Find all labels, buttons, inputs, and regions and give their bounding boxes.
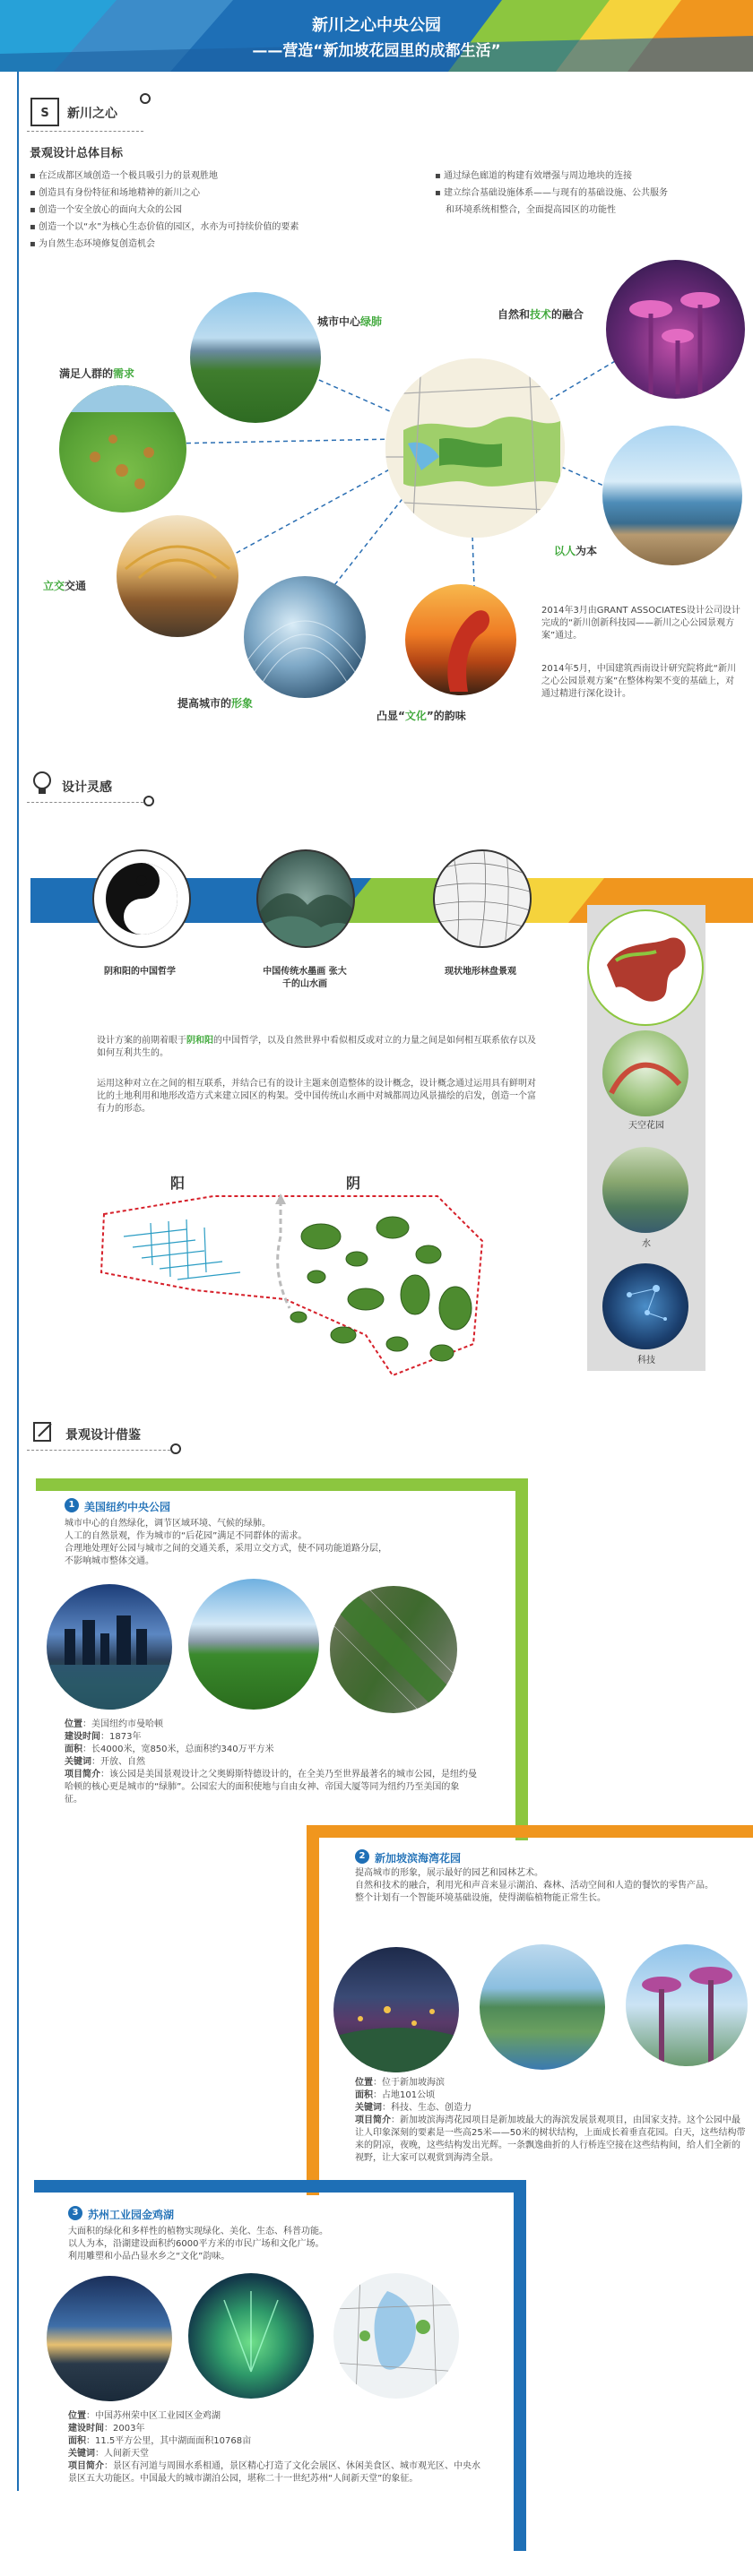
- goals-left: [30, 170, 388, 255]
- banner-stripes: [0, 0, 753, 72]
- case3-title: 苏州工业园金鸡湖: [88, 2209, 175, 2221]
- water-image: [602, 1147, 688, 1233]
- icon-label-yinyang: 阴和阳的中国哲学: [104, 967, 176, 977]
- note-2: 2014年5月，中国建筑西南设计研究院将此“新川之心公园景观方案”在整体构架不变的基础上，对通过精进行深化设计。: [541, 664, 736, 699]
- case2-desc: 提高城市的形象，展示最好的园艺和园林艺术。 自然和技术的融合，利用光和声音来显示湖泊、森林、活动空间和人造的餐饮的零售产品。 整个计划有一个智能环境基础设施，使得湖临植物能正常生长。: [355, 1868, 714, 1903]
- side-label-sky-garden: 天空花园: [628, 1121, 664, 1131]
- goal-item: ▪ 创造一个安全放心的面向大众的公园: [30, 205, 182, 215]
- icon-label-terrain: 现状地形林盘景观: [445, 967, 516, 977]
- page-subtitle: ——营造“新加坡花园里的成都生活”: [252, 42, 501, 60]
- label-image: 提高城市的形象: [177, 697, 254, 710]
- case1-photo-park: [188, 1579, 319, 1710]
- case3-desc: 大面积的绿化和多样性的植物实现绿化、美化、生态、科普功能。 以人为本，沿湖建设面积约6000平方米的市民广场和文化广场。 利用雕塑和小品凸显水乡之“文化”韵味。: [68, 2227, 328, 2262]
- logo-icon: [30, 97, 60, 127]
- svg-text:S: S: [40, 107, 49, 120]
- case3-photo-fountain: [188, 2273, 314, 2399]
- case2-photo-supertrees: [626, 1944, 748, 2066]
- ink-painting-image: [256, 849, 355, 948]
- yin-yang-site-diagram: [97, 1192, 500, 1380]
- yang-label: 阳: [170, 1175, 186, 1192]
- case3-number-badge: 3: [68, 2206, 82, 2220]
- label-culture: 凸显“文化”的韵味: [376, 710, 466, 722]
- label-nature-tech: 自然和技术的融合: [498, 308, 584, 321]
- case1-photo-aerial: [330, 1586, 457, 1713]
- section2-heading: [31, 771, 175, 797]
- photo-supertrees: [606, 260, 745, 399]
- case2-number-badge: 2: [355, 1849, 369, 1864]
- masterplan-image: [385, 358, 565, 538]
- goal-item: ▪ 为自然生态环境修复创造机会: [30, 239, 155, 249]
- yin-yang-image: [92, 849, 191, 948]
- case2-info: 位置：位于新加坡海滨 面积：占地101公顷 关键词：科技、生态、创造力 项目简介：新加坡滨海湾花园项目是新加坡最大的海滨发展景观项目，由国家支持。这个公园中最让人印象深刻的要素是一些高25米——50米的树状结构，上面成长着垂直花园。白天，这些结构带来的阴凉，夜晚，这些结构发出光辉。一条飘逸曲折的人行桥连空接在这些结构间，给人们全新的视野，让大家可以观赏到海湾全景。: [355, 2078, 746, 2163]
- goal-item: ▪ 创造一个以“水”为核心生态价值的园区，水亦为可持续价值的要素: [30, 222, 299, 232]
- case3-photo-lakeside: [47, 2276, 172, 2401]
- case1-photo-skyline: [47, 1584, 172, 1710]
- goal-heading: 景观设计总体目标: [30, 147, 124, 160]
- technology-image: [602, 1263, 688, 1349]
- yin-yang-icon: [94, 851, 189, 946]
- case1-info: 位置：美国纽约市曼哈顿 建设时间：1873年 面积：长4000米，宽850米，总面积约340万平方米 关键词：开放、自然 项目简介：该公园是美国景观设计之父奥姆斯特德设计的，在全美乃至世界最著名的城市公园，是纽约曼哈顿的核心更是城市的“绿肺”。公园宏大的面积使地与自由女神、帝国大厦等同为纽约乃至美国的象征。: [65, 1719, 477, 1805]
- photo-waterfront: [602, 426, 742, 565]
- sky-garden-image: [602, 1030, 688, 1116]
- section3-dash: [27, 1450, 179, 1451]
- pencil-doc-icon: [31, 1420, 55, 1443]
- section2-dash: [27, 802, 152, 803]
- sculpture-map-image: [587, 909, 704, 1026]
- case3-info: 位置：中国苏州荣中区工业园区金鸡湖 建设时间：2003年 面积：11.5平方公里，其中湖面面积10768亩 关键词：人间新天堂 项目简介：景区有河道与周围水系相通，景区精心打造了文化会展区、休闲美食区、城市观光区、中央水景区五大功能区。中国最大的城市湖泊公园，堪称二十一世纪苏州“人间新天堂”的象征。: [68, 2411, 480, 2484]
- section1-dash: [27, 131, 143, 132]
- label-demand: 满足人群的需求: [59, 367, 135, 380]
- label-traffic: 立交交通: [43, 580, 87, 592]
- side-label-technology: 科技: [637, 1356, 655, 1366]
- icon-label-ink: 中国传统水墨画 张大千的山水画: [263, 967, 347, 989]
- note-1: 2014年3月由GRANT ASSOCIATES设计公司设计完成的“新川创新科技园——新川之心公园景观方案”通过。: [541, 606, 740, 641]
- case1-title: 美国纽约中央公园: [84, 1501, 171, 1513]
- yin-label: 阴: [346, 1175, 361, 1192]
- goal-item: ▪ 创造具有身份特征和场地精神的新川之心: [30, 188, 200, 198]
- terrain-map-image: [433, 849, 532, 948]
- photo-crowd-lawn: [59, 385, 186, 513]
- inspiration-para-2: 运用这种对立在之间的相互联系，并结合已有的设计主题来创造整体的设计概念，设计概念通过运用具有鲜明对比的土地利用和地形改造方式来建立园区的构架。受中国传统山水画中对城都周边风景描绘的启发，创造一个富有力的形态。: [97, 1079, 536, 1114]
- section3-title: 景观设计借鉴: [65, 1428, 141, 1443]
- goal-item: ▪ 通过绿色廊道的构建有效增强与周边地块的连接: [435, 171, 632, 181]
- page-title: 新川之心中央公园: [312, 16, 441, 35]
- section1-title: 新川之心: [67, 107, 117, 121]
- section3-heading: [31, 1420, 211, 1447]
- photo-overpass: [117, 515, 238, 637]
- photo-dome: [244, 576, 366, 698]
- lightbulb-icon: [31, 771, 53, 797]
- section1-dot: [140, 93, 151, 104]
- photo-city-green: [190, 292, 321, 423]
- goals-right: [435, 170, 731, 221]
- goal-item: 和环境系统相整合，全面提高园区的功能性: [446, 205, 616, 215]
- section1-heading: [30, 97, 146, 127]
- section2-dot: [143, 796, 154, 806]
- label-green-lung: 城市中心绿肺: [317, 315, 383, 328]
- side-label-water: 水: [642, 1239, 651, 1249]
- header-banner: [0, 0, 753, 72]
- case2-photo-aerial: [480, 1944, 605, 2070]
- inspiration-para-1: 设计方案的前期着眼于阴和阳的中国哲学，以及自然世界中看似相反或对立的力量之间是如何相互联系依存以及如何互利共生的。: [97, 1036, 536, 1058]
- case2-photo-night: [333, 1947, 459, 2072]
- case1-desc: 城市中心的自然绿化，调节区域环境、气候的绿肺。 人工的自然景观，作为城市的“后花园”满足不同群体的需求。 合理地处理好公园与城市之间的交通关系，采用立交方式，使不同功能道路分层， 不影响城市整体交通。: [65, 1519, 387, 1566]
- photo-sculpture: [405, 584, 516, 695]
- case2-title: 新加坡滨海湾花园: [375, 1852, 462, 1865]
- goal-item: ▪ 建立综合基础设施体系——与现有的基础设施、公共服务: [435, 188, 668, 198]
- goal-item: ▪ 在泛成都区域创造一个极具吸引力的景观胜地: [30, 171, 218, 181]
- case3-photo-map: [333, 2273, 459, 2399]
- section2-title: 设计灵感: [62, 780, 112, 795]
- label-people: 以人为本: [554, 545, 598, 557]
- section3-dot: [170, 1443, 181, 1454]
- case1-number-badge: 1: [65, 1498, 79, 1512]
